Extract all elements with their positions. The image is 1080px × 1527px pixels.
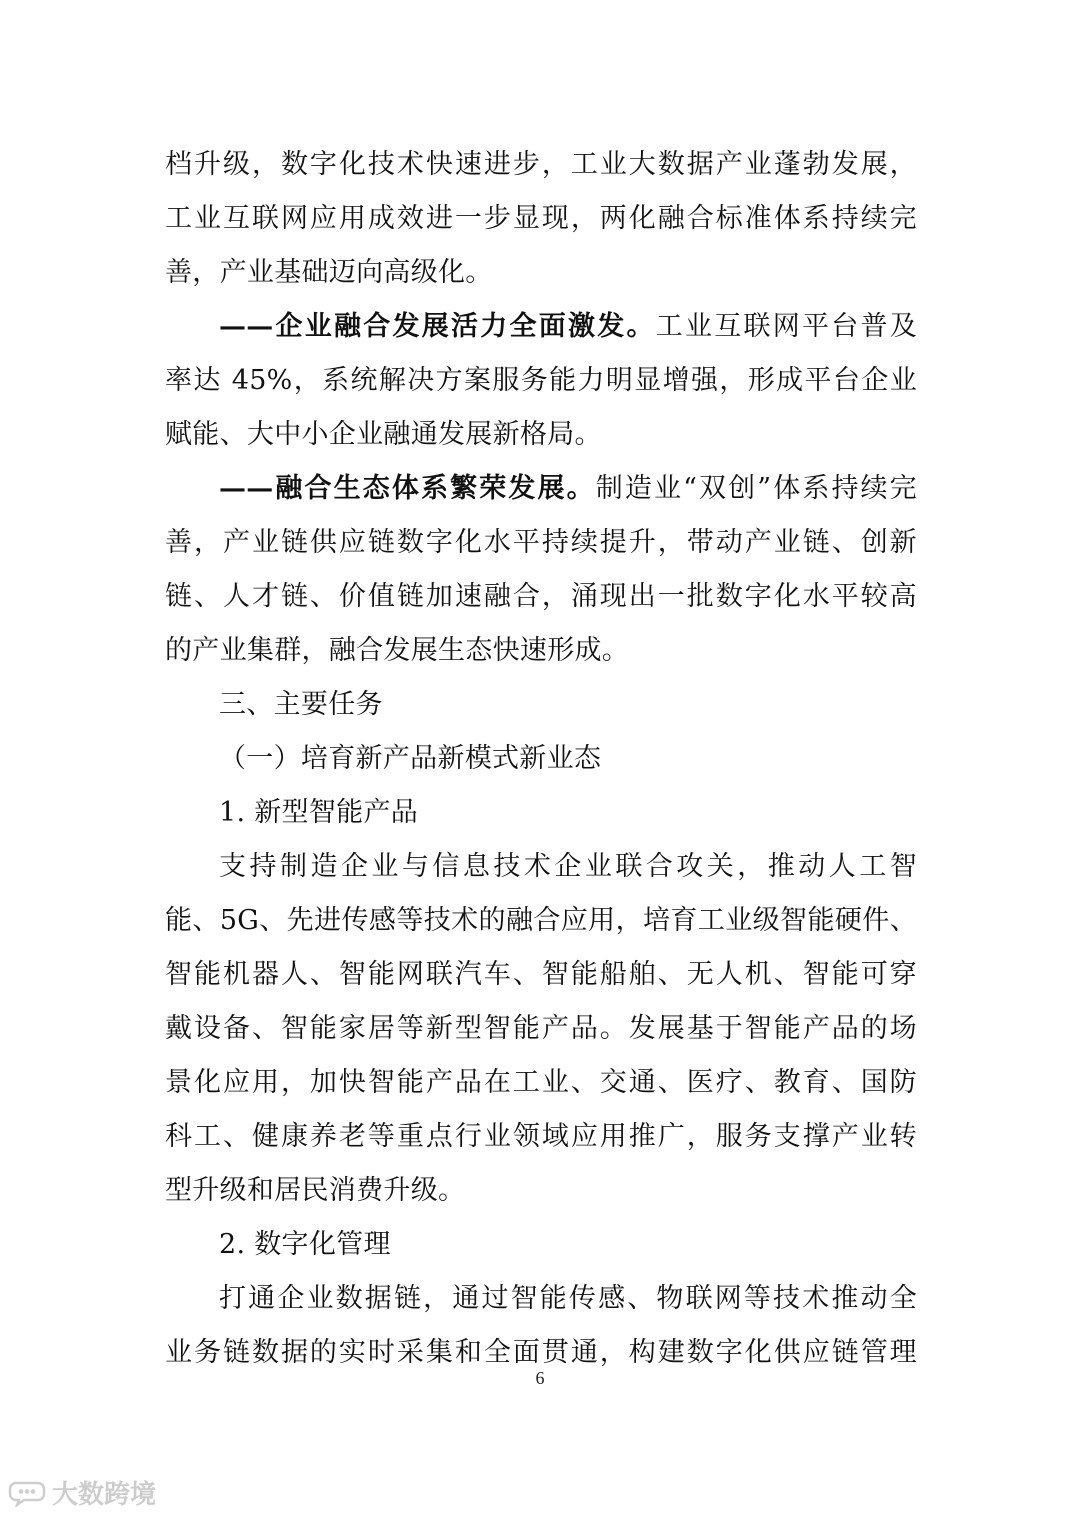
paragraph-line: 档升级，数字化技术快速进步，工业大数据产业蓬勃发展， [165,149,917,180]
bold-lead-text: ——企业融合发展活力全面激发。 [219,311,656,342]
chat-bubble-logo-icon [8,1479,46,1507]
document-page [165,138,917,1380]
paragraph-text: 工业互联网平台普及 [655,311,917,342]
paragraph-text: 制造业“双创”体系持续完 [595,473,917,504]
paragraph-line: 景化应用，加快智能产品在工业、交通、医疗、教育、国防 [165,1067,917,1098]
item-heading: 1. 新型智能产品 [219,797,419,828]
watermark-text: 大数跨境 [52,1480,157,1510]
paragraph-line: 戴设备、智能家居等新型智能产品。发展基于智能产品的场 [165,1013,917,1044]
paragraph-line: 善，产业链供应链数字化水平持续提升，带动产业链、创新 [165,527,917,558]
item-heading: 2. 数字化管理 [219,1229,391,1260]
paragraph-line: 善，产业基础迈向高级化。 [165,257,493,288]
paragraph-line: 工业互联网应用成效进一步显现，两化融合标准体系持续完 [165,203,917,234]
paragraph-line: 型升级和居民消费升级。 [165,1175,466,1206]
bold-lead-text: ——融合生态体系繁荣发展。 [219,473,596,504]
paragraph-line: 赋能、大中小企业融通发展新格局。 [165,419,602,450]
page-number: 6 [535,1368,545,1388]
paragraph-line [165,300,917,354]
watermark [8,1474,156,1511]
paragraph-line: 打通企业数据链，通过智能传感、物联网等技术推动全 [219,1283,917,1314]
paragraph-line: 的产业集群，融合发展生态快速形成。 [165,635,630,666]
paragraph-line: 率达 45%，系统解决方案服务能力明显增强，形成平台企业 [165,365,917,396]
paragraph-line: 支持制造企业与信息技术企业联合攻关，推动人工智 [219,851,917,882]
paragraph-line [165,462,917,516]
paragraph-line: 科工、健康养老等重点行业领域应用推广，服务支撑产业转 [165,1121,917,1152]
paragraph-line: 能、5G、先进传感等技术的融合应用，培育工业级智能硬件、 [165,905,917,936]
section-heading: 三、主要任务 [219,689,383,720]
paragraph-line: 智能机器人、智能网联汽车、智能船舶、无人机、智能可穿 [165,959,917,990]
paragraph-line: 链、人才链、价值链加速融合，涌现出一批数字化水平较高 [165,581,917,612]
paragraph-line: 业务链数据的实时采集和全面贯通，构建数字化供应链管理 [165,1337,917,1368]
subsection-heading: （一）培育新产品新模式新业态 [219,743,602,774]
